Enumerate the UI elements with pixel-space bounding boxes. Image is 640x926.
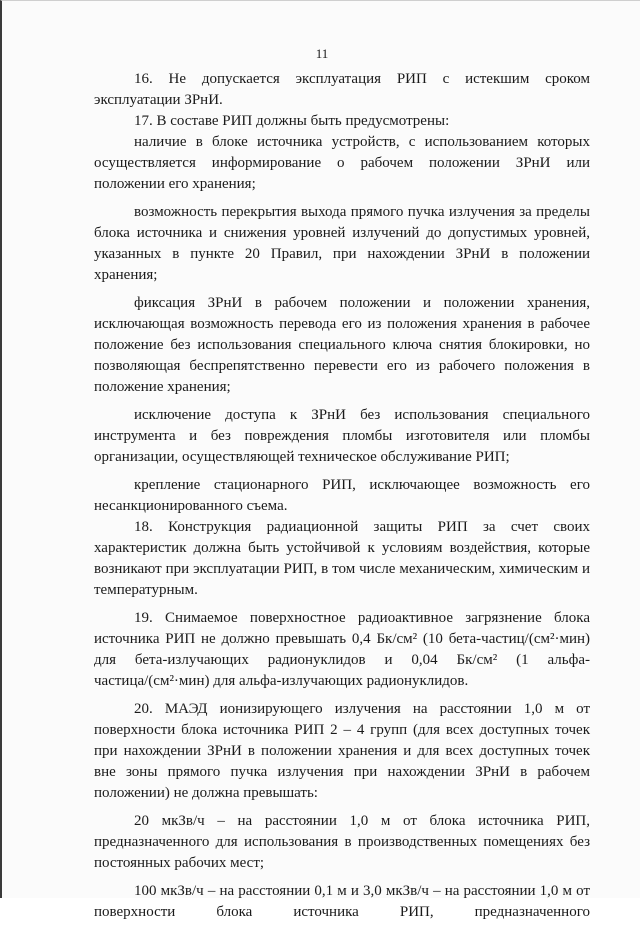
list-item-beam-shutter: возможность перекрытия выхода прямого пучка излучения за пределы блока источника и снижения уровней излучений до допустимых уровней, указанных в пункте 20 Правил, при нахождении ЗРнИ в положении хранения; bbox=[94, 204, 590, 283]
paragraph-19: 19. Снимаемое поверхностное радиоактивное загрязнение блока источника РИП не должно превышать 0,4 Бк/см² (10 бета-частиц/(см²·мин) для бета-излучающих радионуклидов и 0,04 Бк/см² (1 альфа-частица/(см²·мин) для альфа-излучающих радионуклидов. bbox=[94, 610, 590, 689]
document-body bbox=[94, 69, 590, 926]
dose-limit-20: 20 мкЗв/ч – на расстоянии 1,0 м от блока источника РИП, предназначенного для использования в производственных помещениях без постоянных рабочих мест; bbox=[94, 813, 590, 871]
paragraph-16: 16. Не допускается эксплуатация РИП с истекшим сроком эксплуатации ЗРнИ. bbox=[94, 71, 590, 108]
paragraph-18: 18. Конструкция радиационной защиты РИП за счет своих характеристик должна быть устойчивой к условиям воздействия, которые возникают при эксплуатации РИП, в том числе механическим, химическим и температурным. bbox=[94, 519, 590, 598]
dose-limit-100: 100 мкЗв/ч – на расстоянии 0,1 м и 3,0 мкЗв/ч – на расстоянии 1,0 м от поверхности блока источника РИП, предназначенного bbox=[94, 883, 590, 920]
paragraph-17: 17. В составе РИП должны быть предусмотрены: bbox=[134, 113, 450, 129]
page-number: 11 bbox=[315, 46, 329, 61]
list-item-fixation: фиксация ЗРнИ в рабочем положении и положении хранения, исключающая возможность перевода его из положения хранения в рабочее положение без использования специального ключа снятия блокировки, но позволяющая беспрепятственно перевести его из рабочего положения в положение хранения; bbox=[94, 295, 590, 395]
list-item-mounting: крепление стационарного РИП, исключающее возможность его несанкционированного съема. bbox=[94, 477, 590, 514]
list-item-access: исключение доступа к ЗРнИ без использования специального инструмента и без повреждения пломбы изготовителя или пломбы организации, осуществляющей техническое обслуживание РИП; bbox=[94, 407, 590, 465]
paragraph-20: 20. МАЭД ионизирующего излучения на расстоянии 1,0 м от поверхности блока источника РИП 2 – 4 групп (для всех доступных точек при нахождении ЗРнИ в положении хранения и для всех доступных точек вне зоны прямого пучка излучения при нахождении ЗРнИ в рабочем положении) не должна превышать: bbox=[94, 701, 590, 801]
list-item-indicator: наличие в блоке источника устройств, с использованием которых осуществляется информирование о рабочем положении ЗРнИ или положении его хранения; bbox=[94, 134, 590, 192]
